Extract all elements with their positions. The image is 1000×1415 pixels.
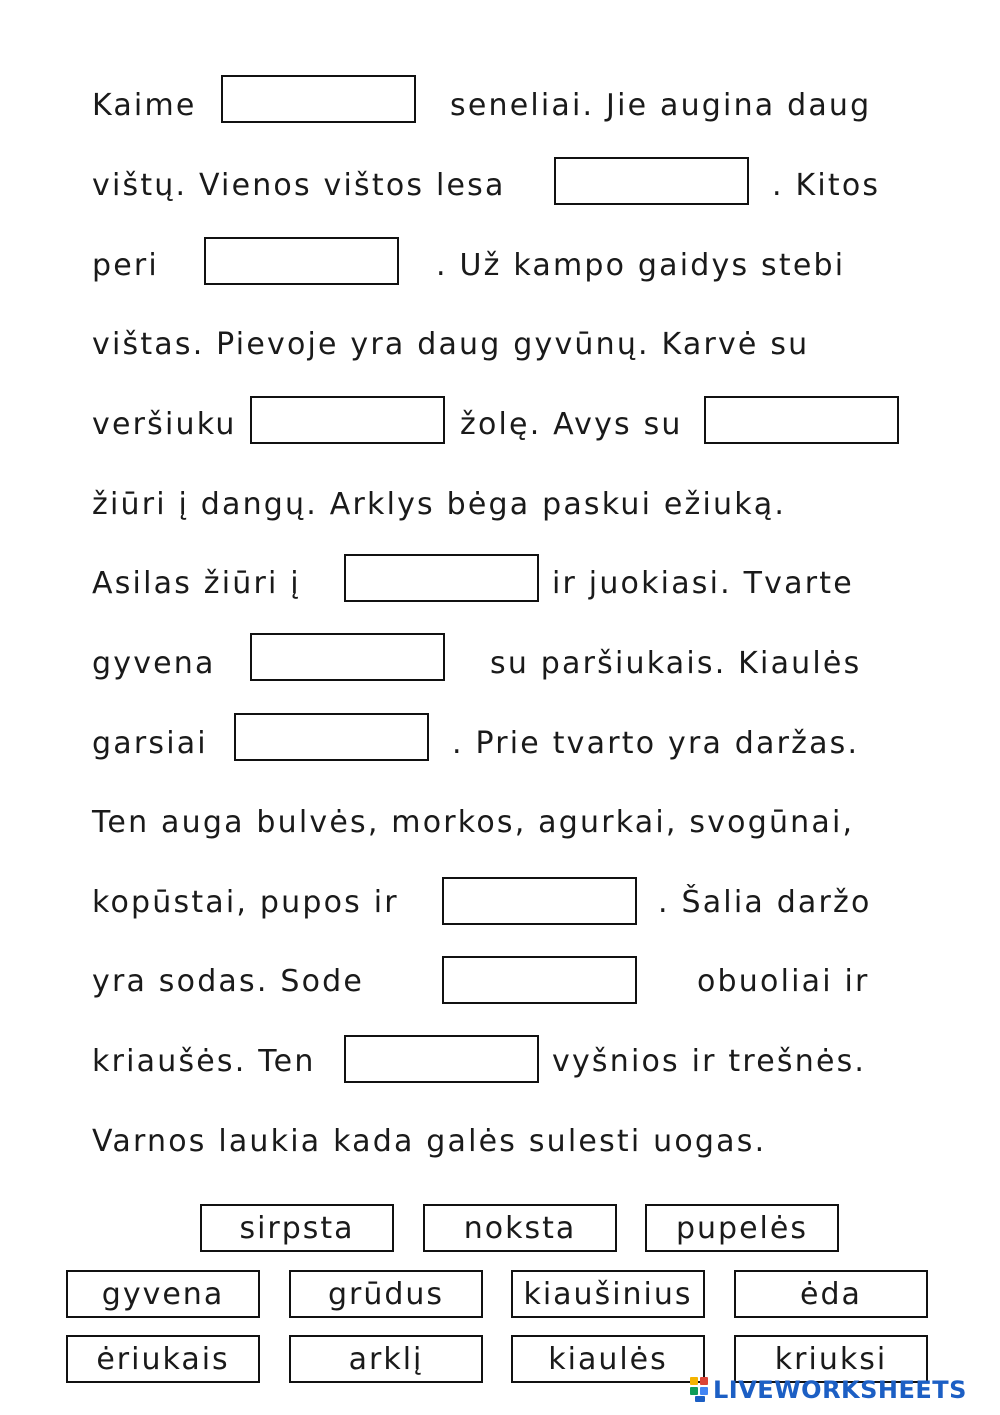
answer-blank-2[interactable]: [554, 157, 749, 205]
text-line8-end: su paršiukais. Kiaulės: [490, 646, 862, 681]
answer-blank-10[interactable]: [442, 956, 637, 1004]
text-line11-end: . Šalia daržo: [658, 885, 872, 920]
word-chip-pupeles[interactable]: pupelės: [645, 1204, 839, 1252]
text-line5-start: veršiuku: [92, 407, 237, 442]
answer-blank-8[interactable]: [234, 713, 429, 761]
text-line3-start: peri: [92, 248, 159, 283]
word-chip-kriuksi[interactable]: kriuksi: [734, 1335, 928, 1383]
text-line2-start: vištų. Vienos vištos lesa: [92, 168, 506, 203]
text-line4: vištas. Pievoje yra daug gyvūnų. Karvė su: [92, 327, 810, 362]
text-line7-start: Asilas žiūri į: [92, 566, 301, 601]
liveworksheets-mark-icon: [690, 1377, 710, 1403]
word-chip-sirpsta[interactable]: sirpsta: [200, 1204, 394, 1252]
answer-blank-7[interactable]: [250, 633, 445, 681]
answer-blank-3[interactable]: [204, 237, 399, 285]
text-line11-start: kopūstai, pupos ir: [92, 885, 399, 920]
word-chip-grudus[interactable]: grūdus: [289, 1270, 483, 1318]
word-chip-arkli[interactable]: arklį: [289, 1335, 483, 1383]
text-line13-start: kriaušės. Ten: [92, 1044, 316, 1079]
word-chip-eda[interactable]: ėda: [734, 1270, 928, 1318]
text-line7-end: ir juokiasi. Tvarte: [552, 566, 854, 601]
text-line1-start: Kaime: [92, 88, 197, 123]
word-chip-eriukais[interactable]: ėriukais: [66, 1335, 260, 1383]
answer-blank-11[interactable]: [344, 1035, 539, 1083]
answer-blank-9[interactable]: [442, 877, 637, 925]
answer-blank-4[interactable]: [250, 396, 445, 444]
text-line8-start: gyvena: [92, 646, 216, 681]
text-line2-end: . Kitos: [772, 168, 881, 203]
word-chip-gyvena[interactable]: gyvena: [66, 1270, 260, 1318]
text-line12-start: yra sodas. Sode: [92, 964, 365, 999]
text-line14: Varnos laukia kada galės sulesti uogas.: [92, 1124, 767, 1159]
word-chip-kiausinius[interactable]: kiaušinius: [511, 1270, 705, 1318]
answer-blank-1[interactable]: [221, 75, 416, 123]
answer-blank-6[interactable]: [344, 554, 539, 602]
text-line6: žiūri į dangų. Arklys bėga paskui ežiuką.: [92, 487, 787, 522]
word-chip-kiaules[interactable]: kiaulės: [511, 1335, 705, 1383]
word-chip-noksta[interactable]: noksta: [423, 1204, 617, 1252]
answer-blank-5[interactable]: [704, 396, 899, 444]
text-line9-start: garsiai: [92, 726, 208, 761]
watermark-text: LIVEWORKSHEETS: [713, 1376, 967, 1404]
text-line1-end: seneliai. Jie augina daug: [450, 88, 872, 123]
text-line9-end: . Prie tvarto yra daržas.: [452, 726, 860, 761]
text-line10: Ten auga bulvės, morkos, agurkai, svogūnai,: [92, 805, 855, 840]
text-line13-end: vyšnios ir trešnės.: [552, 1044, 867, 1079]
liveworksheets-logo: [690, 1376, 967, 1404]
text-line5-mid: žolę. Avys su: [460, 407, 683, 442]
text-line3-end: . Už kampo gaidys stebi: [436, 248, 846, 283]
text-line12-end: obuoliai ir: [697, 964, 870, 999]
